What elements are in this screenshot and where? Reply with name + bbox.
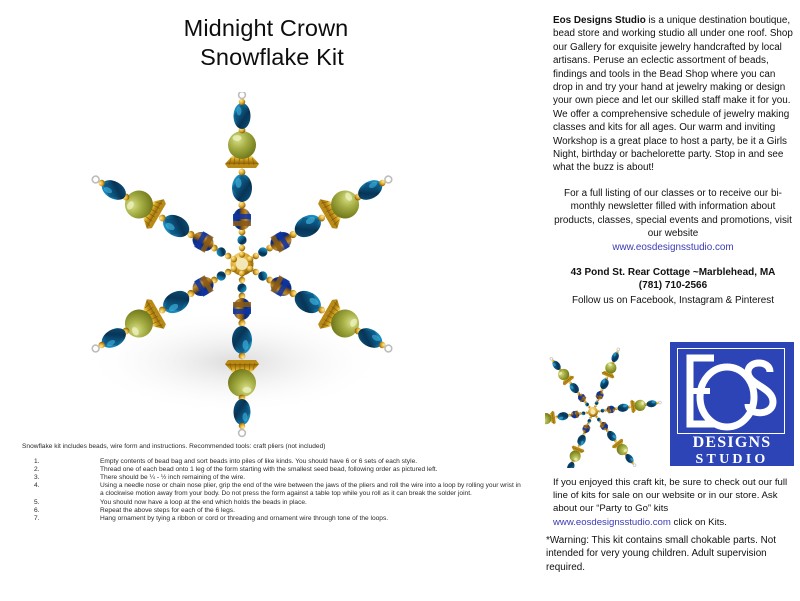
eos-designs-studio-logo bbox=[670, 342, 794, 466]
promo-tail: click on Kits. bbox=[670, 516, 727, 528]
step-text: You should now have a loop at the end which holds the beads in place. bbox=[100, 498, 307, 506]
snowflake-leg-6 bbox=[84, 163, 243, 275]
step-number: 7. bbox=[34, 514, 40, 522]
about-body: is a unique destination boutique, bead store and working studio all under one roof. Shop our Gallery for exquisite jewelry handcrafted by local artisans. Peruse an eclectic assortment of beads, findings and tools in the Bead Shop where you can drop in and try your hand at jewelry making or design your own piece and let our skilled staff make it for you. We offer a comprehensive schedule of jewelry making classes and kits for all ages. Our warm and inviting Workshop is a great place to host a party, be it a Girls Night, birthday or bachelorette party. Stop in and see what the buzz is about! bbox=[553, 15, 793, 174]
classes-text: For a full listing of our classes or to receive our bi-monthly newsletter filled with information about products, classes, special events and promotions, visit our website bbox=[554, 187, 792, 240]
instructions-block bbox=[22, 443, 522, 523]
right-column bbox=[553, 14, 793, 307]
promo-paragraph bbox=[553, 476, 797, 529]
snowflake-center-rosette bbox=[231, 251, 254, 276]
promo-website-link[interactable]: www.eosdesignsstudio.com bbox=[553, 516, 671, 528]
list-item bbox=[22, 515, 522, 523]
step-text: Thread one of each bead onto 1 leg of the form starting with the smallest seed bead, following order as pictured left. bbox=[100, 466, 438, 474]
step-text: Hang ornament by tying a ribbon or cord or threading and ornament wire through tone of the loops. bbox=[100, 514, 389, 522]
list-item bbox=[22, 474, 522, 482]
page-title bbox=[0, 14, 540, 72]
snowflake-leg-2 bbox=[240, 163, 399, 275]
step-text: Repeat the above steps for each of the 6 legs. bbox=[100, 506, 235, 514]
promo-text: If you enjoyed this craft kit, be sure to check out our full line of kits for sale on our website or in our store. Ask about our “Party to Go” kits bbox=[553, 477, 788, 515]
street-address: 43 Pond St. Rear Cottage ~Marblehead, MA bbox=[570, 266, 776, 278]
warning-text: *Warning: This kit contains small chokable parts. Not intended for very young children. Adult supervision required. bbox=[546, 535, 776, 573]
step-text: Using a needle nose or chain nose plier, grip the end of the wire between the jaws of the pliers and roll the wire into a loop by rolling your wrist in a clockwise motion away from your body. Do not press the form against a table top while you roll as it can break the solder joint. bbox=[100, 482, 521, 498]
brand-name: Eos Designs Studio bbox=[553, 15, 646, 26]
logo-designs-text: DESIGNS bbox=[692, 434, 772, 451]
list-item bbox=[22, 507, 522, 515]
snowflake-leg-1 bbox=[225, 92, 259, 256]
phone-number: (781) 710-2566 bbox=[638, 280, 708, 292]
page-title-line1: Midnight Crown bbox=[183, 15, 349, 41]
snowflake-illustration bbox=[20, 92, 520, 442]
step-number: 1. bbox=[34, 458, 40, 466]
classes-paragraph bbox=[553, 187, 793, 254]
website-link[interactable]: www.eosdesignsstudio.com bbox=[612, 241, 734, 253]
snowflake-photo bbox=[20, 92, 520, 442]
page-title-line2: Snowflake Kit bbox=[200, 44, 344, 70]
logo-eos-monogram bbox=[670, 342, 794, 438]
snowflake-thumbnail bbox=[545, 340, 663, 468]
step-number: 3. bbox=[34, 474, 40, 482]
list-item bbox=[22, 499, 522, 507]
contact-block bbox=[553, 266, 793, 293]
follow-us-line: Follow us on Facebook, Instagram & Pinterest bbox=[572, 294, 774, 306]
logo-studio-text: STUDIO bbox=[695, 452, 769, 467]
step-number: 5. bbox=[34, 498, 40, 506]
step-text: There should be ¼ - ½ inch remaining of the wire. bbox=[100, 474, 246, 482]
list-item bbox=[22, 482, 522, 498]
kit-contents-line: Snowflake kit includes beads, wire form and instructions. Recommended tools: craft pliers (not included) bbox=[22, 443, 326, 450]
step-number: 4. bbox=[34, 482, 40, 490]
step-text: Empty contents of bead bag and sort beads into piles of like kinds. You should have 6 or 6 sets of each style. bbox=[100, 458, 418, 466]
step-number: 6. bbox=[34, 506, 40, 514]
step-number: 2. bbox=[34, 466, 40, 474]
list-item bbox=[22, 458, 522, 466]
logo-row bbox=[540, 338, 798, 470]
list-item bbox=[22, 466, 522, 474]
instruction-step-list bbox=[22, 458, 522, 523]
about-paragraph bbox=[553, 14, 793, 175]
